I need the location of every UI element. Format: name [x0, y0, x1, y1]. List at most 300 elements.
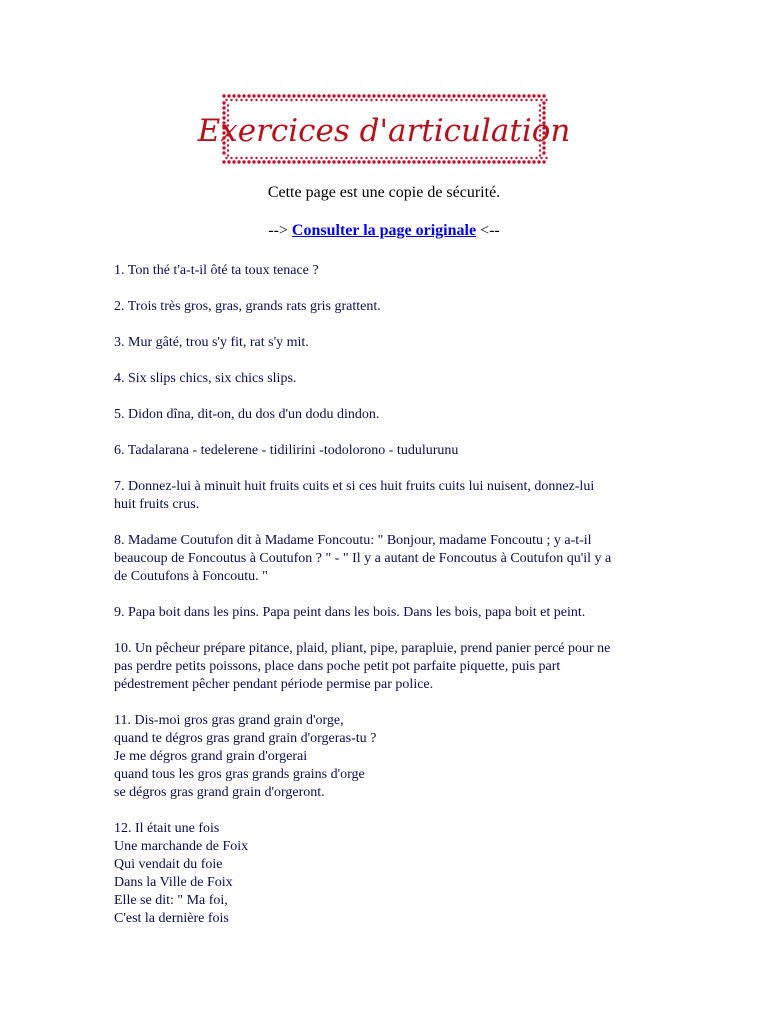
- border-dot: [490, 99, 492, 101]
- exercise-line: Qui vendait du foie: [114, 857, 223, 872]
- exercise-line: 12. Il était une fois: [114, 821, 220, 836]
- border-dot: [425, 99, 427, 101]
- border-dot: [447, 94, 450, 97]
- border-dot: [310, 157, 312, 159]
- border-dot: [337, 160, 340, 163]
- border-dot: [242, 160, 245, 163]
- border-dot: [355, 99, 357, 101]
- original-page-link-row: [0, 222, 768, 240]
- border-dot: [305, 157, 307, 159]
- border-dot: [375, 157, 377, 159]
- border-dot: [380, 99, 382, 101]
- border-dot: [302, 94, 305, 97]
- border-dot: [345, 157, 347, 159]
- border-dot: [250, 99, 252, 101]
- border-dot: [460, 99, 462, 101]
- border-dot: [305, 99, 307, 101]
- border-dot: [500, 99, 502, 101]
- border-dot: [412, 160, 415, 163]
- exercise-line: pédestrement pêcher pendant période permise par police.: [114, 677, 434, 692]
- border-dot: [405, 99, 407, 101]
- consult-original-link[interactable]: Consulter la page originale: [291, 222, 477, 239]
- border-dot: [430, 99, 432, 101]
- border-dot: [395, 157, 397, 159]
- border-dot: [362, 160, 365, 163]
- border-dot: [455, 157, 457, 159]
- border-dot: [492, 94, 495, 97]
- border-dot: [452, 94, 455, 97]
- border-dot: [322, 94, 325, 97]
- border-dot: [290, 157, 292, 159]
- border-dot: [255, 157, 257, 159]
- border-dot: [427, 160, 430, 163]
- title-banner: [197, 93, 571, 165]
- border-dot: [540, 99, 542, 101]
- border-dot: [450, 99, 452, 101]
- exercise-line: 1. Ton thé t'a-t-il ôté ta toux tenace ?: [114, 263, 319, 278]
- border-dot: [482, 160, 485, 163]
- border-dot: [527, 94, 530, 97]
- border-dot: [515, 99, 517, 101]
- border-dot: [447, 160, 450, 163]
- border-dot: [270, 99, 272, 101]
- border-dot: [470, 99, 472, 101]
- border-dot: [480, 157, 482, 159]
- border-dot: [530, 157, 532, 159]
- border-dot: [517, 160, 520, 163]
- border-dot: [365, 157, 367, 159]
- border-dot: [387, 94, 390, 97]
- border-dot: [290, 99, 292, 101]
- border-dot: [442, 94, 445, 97]
- border-dot: [385, 157, 387, 159]
- border-dot: [542, 94, 545, 97]
- border-dot: [275, 157, 277, 159]
- border-dot: [237, 94, 240, 97]
- border-dot: [425, 157, 427, 159]
- border-dot: [360, 99, 362, 101]
- exercise-line: 8. Madame Coutufon dit à Madame Foncoutu: " Bonjour, madame Foncoutu ; y a-t-il: [114, 533, 592, 548]
- exercise-line: 2. Trois très gros, gras, grands rats gris grattent.: [114, 299, 381, 314]
- border-dot: [357, 94, 360, 97]
- border-dot: [237, 160, 240, 163]
- border-dot: [495, 157, 497, 159]
- border-dot: [267, 94, 270, 97]
- exercise-item: [114, 334, 662, 352]
- border-dot: [445, 157, 447, 159]
- border-dot: [317, 160, 320, 163]
- exercise-line: 3. Mur gâté, trou s'y fit, rat s'y mit.: [114, 335, 309, 350]
- border-dot: [277, 160, 280, 163]
- border-dot: [532, 160, 535, 163]
- border-dot: [545, 157, 547, 159]
- exercise-item: [114, 640, 662, 694]
- border-dot: [312, 94, 315, 97]
- border-dot: [265, 157, 267, 159]
- exercise-line: quand tous les gros gras grands grains d'orge: [114, 767, 365, 782]
- border-dot: [415, 157, 417, 159]
- border-dot: [485, 157, 487, 159]
- border-dot: [285, 157, 287, 159]
- border-dot: [382, 160, 385, 163]
- border-dot: [497, 94, 500, 97]
- border-dot: [485, 99, 487, 101]
- exercise-line: 4. Six slips chics, six chics slips.: [114, 371, 297, 386]
- border-dot: [227, 160, 230, 163]
- border-dot: [502, 94, 505, 97]
- border-dot: [227, 104, 229, 106]
- border-dot: [505, 99, 507, 101]
- border-dot: [530, 99, 532, 101]
- border-dot: [539, 149, 541, 151]
- border-dot: [457, 160, 460, 163]
- border-dot: [342, 94, 345, 97]
- border-dot: [300, 157, 302, 159]
- border-dot: [542, 160, 545, 163]
- border-dot: [460, 157, 462, 159]
- exercise-line: Elle se dit: " Ma foi,: [114, 893, 228, 908]
- border-dot: [345, 99, 347, 101]
- border-dot: [475, 99, 477, 101]
- border-dot: [235, 99, 237, 101]
- border-dot: [292, 160, 295, 163]
- border-dot: [245, 157, 247, 159]
- exercise-item: [114, 406, 662, 424]
- border-dot: [227, 149, 229, 151]
- border-dot: [342, 160, 345, 163]
- border-dot: [390, 157, 392, 159]
- exercise-line: quand te dégros gras grand grain d'orgeras-tu ?: [114, 731, 377, 746]
- border-dot: [510, 99, 512, 101]
- border-dot: [312, 160, 315, 163]
- border-dot: [247, 160, 250, 163]
- border-dot: [227, 94, 230, 97]
- border-dot: [315, 157, 317, 159]
- backup-notice: Cette page est une copie de sécurité.: [267, 184, 501, 201]
- border-dot: [487, 94, 490, 97]
- exercise-item: [114, 604, 662, 622]
- border-dot: [230, 157, 232, 159]
- border-dot: [352, 160, 355, 163]
- border-dot: [392, 160, 395, 163]
- exercise-line: Je me dégros grand grain d'orgerai: [114, 749, 308, 764]
- border-dot: [497, 160, 500, 163]
- border-dot: [272, 160, 275, 163]
- exercise-item: [114, 370, 662, 388]
- border-dot: [490, 157, 492, 159]
- border-dot: [340, 99, 342, 101]
- border-dot: [477, 94, 480, 97]
- border-dot: [297, 94, 300, 97]
- border-dot: [512, 160, 515, 163]
- border-dot: [287, 94, 290, 97]
- border-dot: [542, 151, 545, 154]
- border-dot: [222, 94, 225, 97]
- border-dot: [372, 94, 375, 97]
- border-dot: [400, 99, 402, 101]
- border-dot: [417, 160, 420, 163]
- border-dot: [265, 99, 267, 101]
- border-dot: [435, 157, 437, 159]
- border-dot: [277, 94, 280, 97]
- border-dot: [427, 94, 430, 97]
- border-dot: [472, 160, 475, 163]
- border-dot: [377, 94, 380, 97]
- border-dot: [295, 99, 297, 101]
- border-dot: [462, 160, 465, 163]
- border-dot: [242, 94, 245, 97]
- border-dot: [545, 99, 547, 101]
- border-dot: [435, 99, 437, 101]
- border-dot: [222, 151, 225, 154]
- border-dot: [260, 99, 262, 101]
- exercise-line: 6. Tadalarana - tedelerene - tidilirini -todolorono - tudulurunu: [114, 443, 459, 458]
- border-dot: [245, 99, 247, 101]
- border-dot: [380, 157, 382, 159]
- border-dot: [352, 94, 355, 97]
- border-dot: [525, 99, 527, 101]
- border-dot: [355, 157, 357, 159]
- border-dot: [372, 160, 375, 163]
- border-dot: [280, 157, 282, 159]
- border-dot: [307, 160, 310, 163]
- border-dot: [539, 104, 541, 106]
- border-dot: [472, 94, 475, 97]
- border-dot: [272, 94, 275, 97]
- border-dot: [510, 157, 512, 159]
- exercise-item: [114, 712, 662, 802]
- border-dot: [465, 157, 467, 159]
- border-dot: [535, 157, 537, 159]
- exercise-item: [114, 442, 662, 460]
- border-dot: [340, 157, 342, 159]
- border-dot: [250, 157, 252, 159]
- border-dot: [282, 160, 285, 163]
- border-dot: [505, 157, 507, 159]
- border-dot: [365, 99, 367, 101]
- exercise-line: 7. Donnez-lui à minuit huit fruits cuits et si ces huit fruits cuits lui nuisent, donnez-lui: [114, 479, 595, 494]
- border-dot: [467, 94, 470, 97]
- border-dot: [327, 160, 330, 163]
- border-dot: [347, 160, 350, 163]
- border-dot: [287, 160, 290, 163]
- border-dot: [222, 101, 225, 104]
- exercise-line: pas perdre petits poissons, place dans poche petit pot parfaite piquette, puis part: [114, 659, 561, 674]
- title-banner-graphic: [197, 93, 571, 165]
- border-dot: [517, 94, 520, 97]
- border-dot: [350, 99, 352, 101]
- border-dot: [370, 157, 372, 159]
- border-dot: [407, 160, 410, 163]
- border-dot: [445, 99, 447, 101]
- border-dot: [327, 94, 330, 97]
- border-dot: [507, 94, 510, 97]
- border-dot: [225, 157, 227, 159]
- border-dot: [227, 154, 229, 156]
- border-dot: [297, 160, 300, 163]
- border-dot: [410, 157, 412, 159]
- border-dot: [420, 99, 422, 101]
- border-dot: [397, 94, 400, 97]
- border-dot: [515, 157, 517, 159]
- border-dot: [310, 99, 312, 101]
- border-dot: [282, 94, 285, 97]
- border-dot: [255, 99, 257, 101]
- border-dot: [270, 157, 272, 159]
- border-dot: [320, 157, 322, 159]
- exercise-item: [114, 262, 662, 280]
- border-dot: [332, 160, 335, 163]
- border-dot: [532, 94, 535, 97]
- border-dot: [477, 160, 480, 163]
- border-dot: [395, 99, 397, 101]
- border-dot: [405, 157, 407, 159]
- border-dot: [539, 109, 541, 111]
- exercise-line: C'est la dernière fois: [114, 911, 229, 926]
- border-dot: [415, 99, 417, 101]
- border-dot: [525, 157, 527, 159]
- border-dot: [240, 99, 242, 101]
- border-dot: [320, 99, 322, 101]
- border-dot: [397, 160, 400, 163]
- border-dot: [492, 160, 495, 163]
- border-dot: [522, 160, 525, 163]
- border-dot: [520, 99, 522, 101]
- border-dot: [422, 94, 425, 97]
- exercise-line: 5. Didon dîna, dit-on, du dos d'un dodu dindon.: [114, 407, 380, 422]
- border-dot: [292, 94, 295, 97]
- border-dot: [542, 101, 545, 104]
- border-dot: [375, 99, 377, 101]
- border-dot: [437, 160, 440, 163]
- border-dot: [317, 94, 320, 97]
- border-dot: [452, 160, 455, 163]
- border-dot: [232, 160, 235, 163]
- exercise-line: 11. Dis-moi gros gras grand grain d'orge,: [114, 713, 344, 728]
- border-dot: [257, 160, 260, 163]
- border-dot: [322, 160, 325, 163]
- exercise-line: 10. Un pêcheur prépare pitance, plaid, pliant, pipe, parapluie, prend panier percé pour ne: [114, 641, 611, 656]
- exercise-line: se dégros gras grand grain d'orgeront.: [114, 785, 325, 800]
- border-dot: [257, 94, 260, 97]
- exercise-line: de Coutufons à Foncoutu. ": [114, 569, 268, 584]
- border-dot: [500, 157, 502, 159]
- border-dot: [412, 94, 415, 97]
- border-dot: [235, 157, 237, 159]
- border-dot: [227, 109, 229, 111]
- border-dot: [475, 157, 477, 159]
- border-dot: [402, 160, 405, 163]
- border-dot: [247, 94, 250, 97]
- border-dot: [362, 94, 365, 97]
- border-dot: [285, 99, 287, 101]
- border-dot: [520, 157, 522, 159]
- exercise-item: [114, 298, 662, 316]
- border-dot: [417, 94, 420, 97]
- border-dot: [390, 99, 392, 101]
- border-dot: [470, 157, 472, 159]
- border-dot: [462, 94, 465, 97]
- border-dot: [402, 94, 405, 97]
- border-dot: [300, 99, 302, 101]
- border-dot: [232, 94, 235, 97]
- border-dot: [350, 157, 352, 159]
- exercise-line: Dans la Ville de Foix: [114, 875, 233, 890]
- border-dot: [302, 160, 305, 163]
- border-dot: [367, 160, 370, 163]
- border-dot: [537, 160, 540, 163]
- border-dot: [457, 94, 460, 97]
- link-prefix-arrow: -->: [268, 222, 288, 239]
- border-dot: [315, 99, 317, 101]
- border-dot: [420, 157, 422, 159]
- border-dot: [542, 106, 545, 109]
- border-dot: [252, 94, 255, 97]
- exercise-line: beaucoup de Foncoutus à Coutufon ? " - " Il y a autant de Foncoutus à Coutufon qu'il y a: [114, 551, 612, 566]
- border-dot: [240, 157, 242, 159]
- border-dot: [377, 160, 380, 163]
- border-dot: [360, 157, 362, 159]
- border-dot: [267, 160, 270, 163]
- exercise-line: 9. Papa boit dans les pins. Papa peint dans les bois. Dans les bois, papa boit et peint.: [114, 605, 586, 620]
- border-dot: [230, 99, 232, 101]
- border-dot: [522, 94, 525, 97]
- border-dot: [280, 99, 282, 101]
- border-dot: [262, 94, 265, 97]
- border-dot: [335, 157, 337, 159]
- border-dot: [432, 160, 435, 163]
- border-dot: [480, 99, 482, 101]
- border-dot: [325, 99, 327, 101]
- border-dot: [467, 160, 470, 163]
- border-dot: [385, 99, 387, 101]
- exercise-item: [114, 532, 662, 586]
- border-dot: [537, 94, 540, 97]
- exercise-item: [114, 820, 662, 928]
- border-dot: [382, 94, 385, 97]
- border-dot: [410, 99, 412, 101]
- border-dot: [392, 94, 395, 97]
- border-dot: [387, 160, 390, 163]
- border-dot: [252, 160, 255, 163]
- border-dot: [262, 160, 265, 163]
- border-dot: [347, 94, 350, 97]
- banner-title-text: Exercices d'articulation: [197, 113, 571, 149]
- border-dot: [357, 160, 360, 163]
- exercise-line: Une marchande de Foix: [114, 839, 249, 854]
- border-dot: [260, 157, 262, 159]
- border-dot: [535, 99, 537, 101]
- border-dot: [507, 160, 510, 163]
- border-dot: [440, 157, 442, 159]
- border-dot: [222, 160, 225, 163]
- link-suffix-arrow: <--: [480, 222, 500, 239]
- border-dot: [502, 160, 505, 163]
- border-dot: [440, 99, 442, 101]
- border-dot: [442, 160, 445, 163]
- border-dot: [222, 106, 225, 109]
- border-dot: [330, 99, 332, 101]
- border-dot: [295, 157, 297, 159]
- border-dot: [275, 99, 277, 101]
- border-dot: [495, 99, 497, 101]
- border-dot: [335, 99, 337, 101]
- border-dot: [367, 94, 370, 97]
- border-dot: [400, 157, 402, 159]
- border-dot: [512, 94, 515, 97]
- border-dot: [432, 94, 435, 97]
- border-dot: [407, 94, 410, 97]
